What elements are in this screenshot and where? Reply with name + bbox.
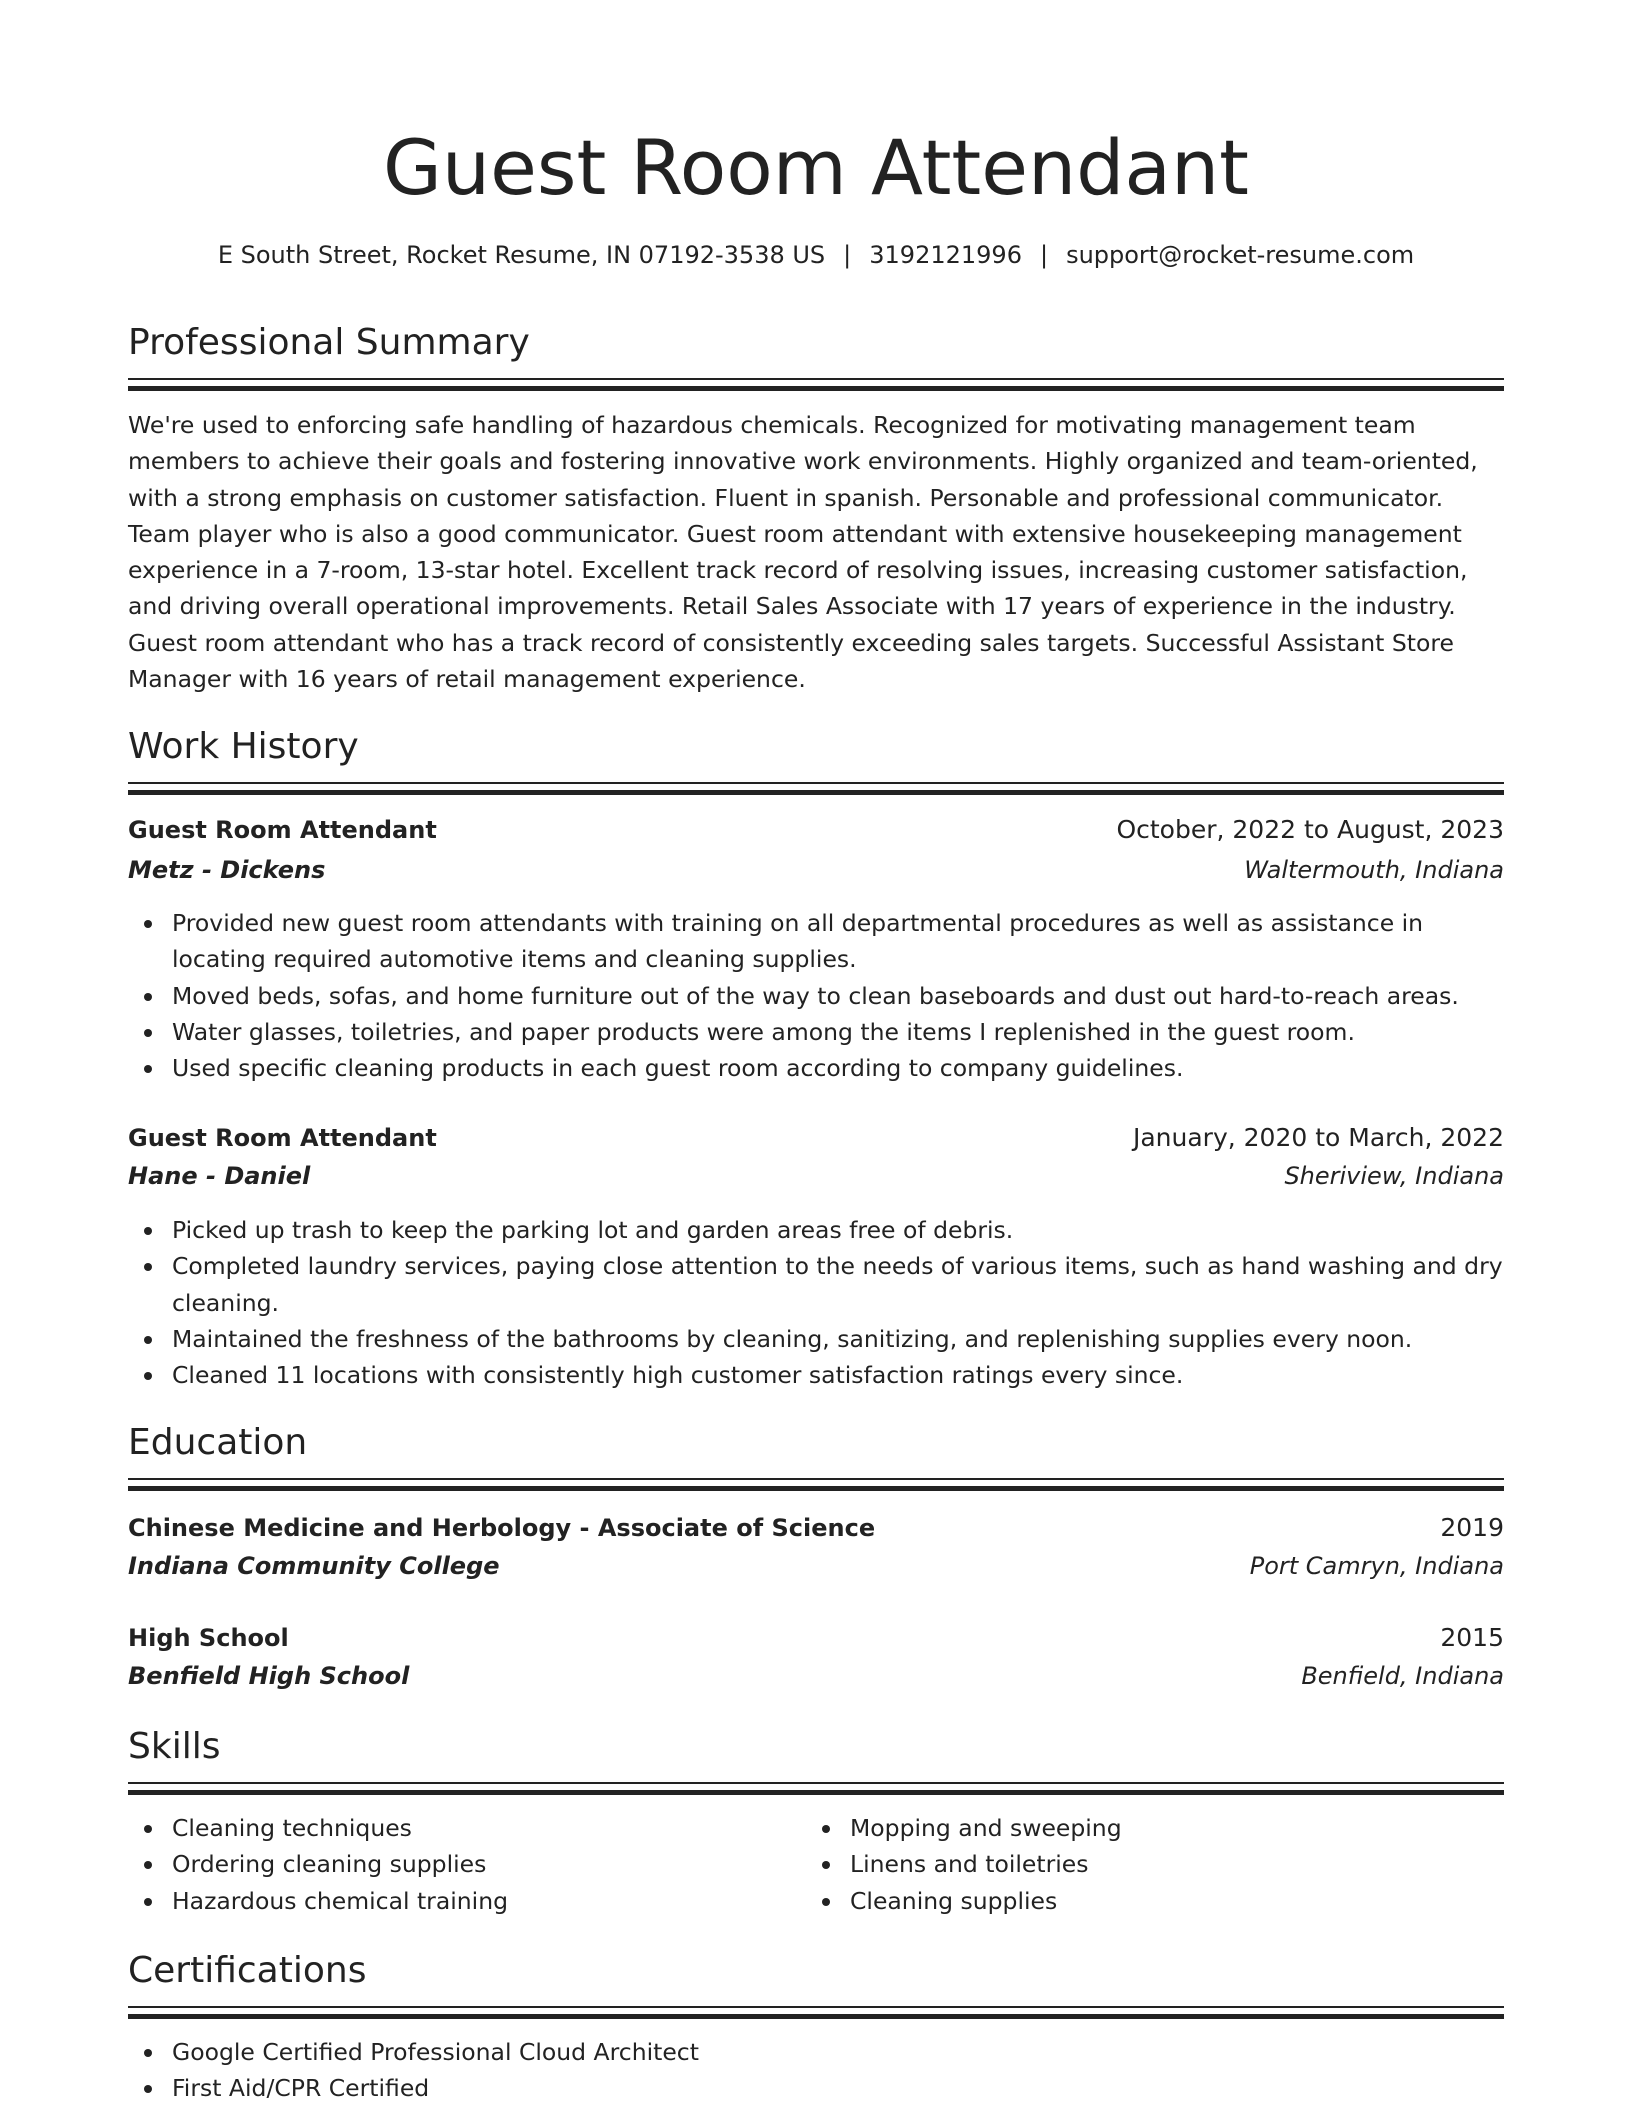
education-degree: High School — [128, 1624, 289, 1652]
job-company: Metz - Dickens — [128, 856, 326, 884]
certification-item: Google Certified Professional Cloud Architect — [128, 2034, 1504, 2070]
education-school: Indiana Community College — [128, 1552, 500, 1580]
skills-list-right — [806, 1810, 1496, 1919]
section-divider — [128, 1782, 1504, 1794]
job-header — [128, 812, 1504, 848]
job-header — [128, 1120, 1504, 1156]
list-item: Water glasses, toiletries, and paper products were among the items I replenished in the guest room. — [128, 1014, 1504, 1050]
education-location: Port Camryn, Indiana — [1249, 1552, 1504, 1580]
section-title-summary: Professional Summary — [128, 322, 530, 363]
candidate-name: Guest Room Attendant — [383, 123, 1249, 212]
section-divider — [128, 378, 1504, 390]
section-divider — [128, 2006, 1504, 2018]
contact-address: E South Street, Rocket Resume, IN 07192-3538 US — [217, 241, 826, 269]
education-location: Benfield, Indiana — [1301, 1662, 1504, 1690]
section-title-certifications: Certifications — [128, 1950, 367, 1991]
section-divider — [128, 1478, 1504, 1490]
contact-separator: | — [1039, 241, 1049, 269]
job-bullets — [128, 1212, 1504, 1393]
skill-item: Cleaning supplies — [806, 1883, 1496, 1919]
skill-item: Ordering cleaning supplies — [128, 1846, 788, 1882]
education-school: Benfield High School — [128, 1662, 410, 1690]
education-year: 2015 — [1440, 1623, 1504, 1652]
section-divider — [128, 782, 1504, 794]
summary-text: We're used to enforcing safe handling of hazardous chemicals. Recognized for motivating management team members to achieve their goals and fostering innovative work environments. Highly organized and team-oriented, with a strong emphasis on customer satisfaction. Fluent in spanish. Personable and professional communicator. Team player who is also a good communicator. Guest room attendant with extensive housekeeping management experience in a 7-room, 13-star hotel. Excellent track record of resolving issues, increasing customer satisfaction, and driving overall operational improvements. Retail Sales Associate with 17 years of experience in the industry. Guest room attendant who has a track record of consistently exceeding sales targets. Successful Assistant Store Manager with 16 years of retail management experience. — [128, 411, 1478, 694]
certification-item: First Aid/CPR Certified — [128, 2070, 1504, 2106]
education-subheader — [128, 1548, 1504, 1584]
job-subheader — [128, 852, 1504, 888]
education-degree: Chinese Medicine and Herbology - Associate of Science — [128, 1514, 876, 1542]
job-company: Hane - Daniel — [128, 1162, 311, 1190]
list-item: Cleaned 11 locations with consistently high customer satisfaction ratings every since. — [128, 1357, 1504, 1393]
list-item: Used specific cleaning products in each guest room according to company guidelines. — [128, 1050, 1504, 1086]
list-item: Completed laundry services, paying close attention to the needs of various items, such as hand washing and dry cleaning. — [128, 1248, 1504, 1321]
skill-item: Cleaning techniques — [128, 1810, 788, 1846]
job-subheader — [128, 1158, 1504, 1194]
skill-item: Hazardous chemical training — [128, 1883, 788, 1919]
education-subheader — [128, 1658, 1504, 1694]
certifications-list — [128, 2034, 1504, 2107]
education-year: 2019 — [1440, 1513, 1504, 1542]
contact-email[interactable]: support@rocket-resume.com — [1066, 241, 1415, 269]
skill-item: Linens and toiletries — [806, 1846, 1496, 1882]
skill-item: Mopping and sweeping — [806, 1810, 1496, 1846]
job-dates: January, 2020 to March, 2022 — [1132, 1123, 1504, 1152]
list-item: Picked up trash to keep the parking lot and garden areas free of debris. — [128, 1212, 1504, 1248]
education-header — [128, 1620, 1504, 1656]
job-location: Waltermouth, Indiana — [1244, 856, 1504, 884]
education-header — [128, 1510, 1504, 1546]
section-title-work: Work History — [128, 726, 359, 767]
list-item: Provided new guest room attendants with training on all departmental procedures as well as assistance in locating required automotive items and cleaning supplies. — [128, 905, 1504, 978]
contact-phone: 3192121996 — [869, 241, 1022, 269]
job-role: Guest Room Attendant — [128, 816, 437, 844]
job-location: Sheriview, Indiana — [1284, 1162, 1504, 1190]
list-item: Maintained the freshness of the bathrooms by cleaning, sanitizing, and replenishing supplies every noon. — [128, 1321, 1504, 1357]
contact-line — [128, 238, 1504, 272]
contact-separator: | — [843, 241, 852, 269]
job-role: Guest Room Attendant — [128, 1124, 437, 1152]
list-item: Moved beds, sofas, and home furniture out of the way to clean baseboards and dust out hard-to-reach areas. — [128, 978, 1504, 1014]
section-title-education: Education — [128, 1422, 308, 1463]
section-title-skills: Skills — [128, 1726, 221, 1767]
skills-list-left — [128, 1810, 788, 1919]
job-dates: October, 2022 to August, 2023 — [1116, 815, 1504, 844]
job-bullets — [128, 905, 1504, 1086]
